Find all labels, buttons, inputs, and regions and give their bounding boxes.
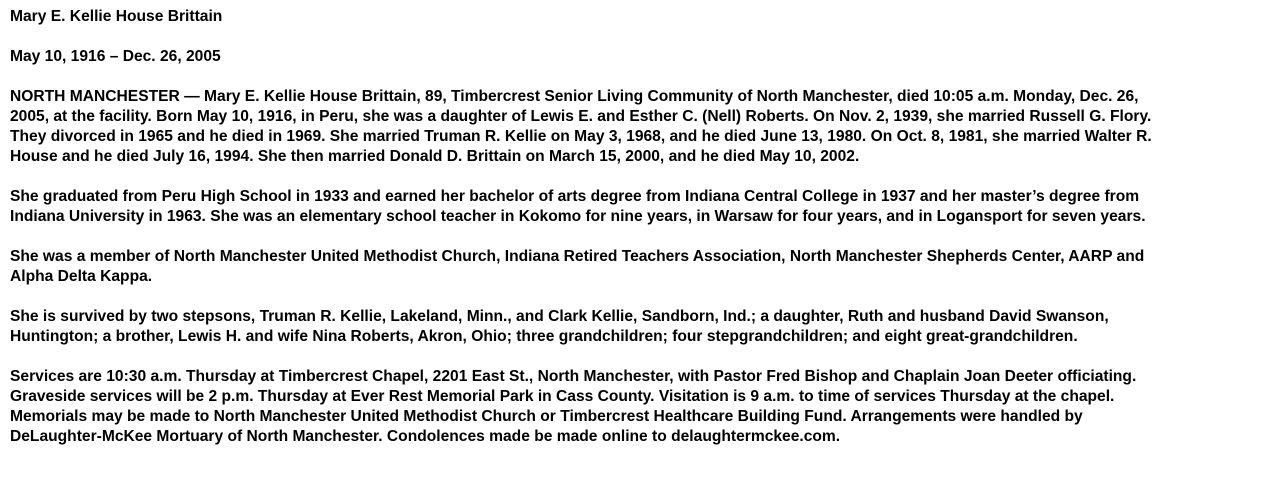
paragraph-services [10,367,1272,447]
text-line: Memorials may be made to North Manchester United Methodist Church or Timbercrest Healthcare Building Fund. Arrangements were handled by [10,408,1083,425]
text-line: She was a member of North Manchester United Methodist Church, Indiana Retired Teachers Association, North Manchester Shepherds Center, AARP and [10,248,1145,265]
paragraph-survivors [10,307,1272,347]
text-line: They divorced in 1965 and he died in 1969. She married Truman R. Kellie on May 3, 1968, and he died June 13, 1980. On Oct. 8, 1981, she married Walter R. [10,128,1152,145]
obituary-name: Mary E. Kellie House Brittain [10,8,223,25]
obituary-document [10,7,1272,467]
text-line: NORTH MANCHESTER — Mary E. Kellie House Brittain, 89, Timbercrest Senior Living Community of North Manchester, died 10:05 a.m. Monday, Dec. 26, [10,88,1139,105]
text-line: 2005, at the facility. Born May 10, 1916, in Peru, she was a daughter of Lewis E. and Esther C. (Nell) Roberts. On Nov. 2, 1939, she married Russell G. Flory. [10,108,1152,125]
text-line: Alpha Delta Kappa. [10,268,153,285]
text-line: She is survived by two stepsons, Truman R. Kellie, Lakeland, Minn., and Clark Kellie, Sandborn, Ind.; a daughter, Ruth and husband David Swanson, [10,308,1109,325]
text-line: Huntington; a brother, Lewis H. and wife Nina Roberts, Akron, Ohio; three grandchildren; four stepgrandchildren; and eight great-grandchildren. [10,328,1078,345]
paragraph-education [10,187,1272,227]
obituary-dates: May 10, 1916 – Dec. 26, 2005 [10,48,221,65]
paragraph-biography [10,87,1272,167]
text-line: Services are 10:30 a.m. Thursday at Timbercrest Chapel, 2201 East St., North Manchester, with Pastor Fred Bishop and Chaplain Joan Deeter officiating. [10,368,1137,385]
text-line: Graveside services will be 2 p.m. Thursday at Ever Rest Memorial Park in Cass County. Visitation is 9 a.m. to time of services Thursday at the chapel. [10,388,1115,405]
text-line: DeLaughter-McKee Mortuary of North Manchester. Condolences made be made online to delaughtermckee.com. [10,428,841,445]
text-line: Indiana University in 1963. She was an elementary school teacher in Kokomo for nine years, in Warsaw for four years, and in Logansport for seven years. [10,208,1146,225]
text-line: House and he died July 16, 1994. She then married Donald D. Brittain on March 15, 2000, and he died May 10, 2002. [10,148,860,165]
paragraph-memberships [10,247,1272,287]
text-line: She graduated from Peru High School in 1933 and earned her bachelor of arts degree from Indiana Central College in 1937 and her master’s degree from [10,188,1140,205]
